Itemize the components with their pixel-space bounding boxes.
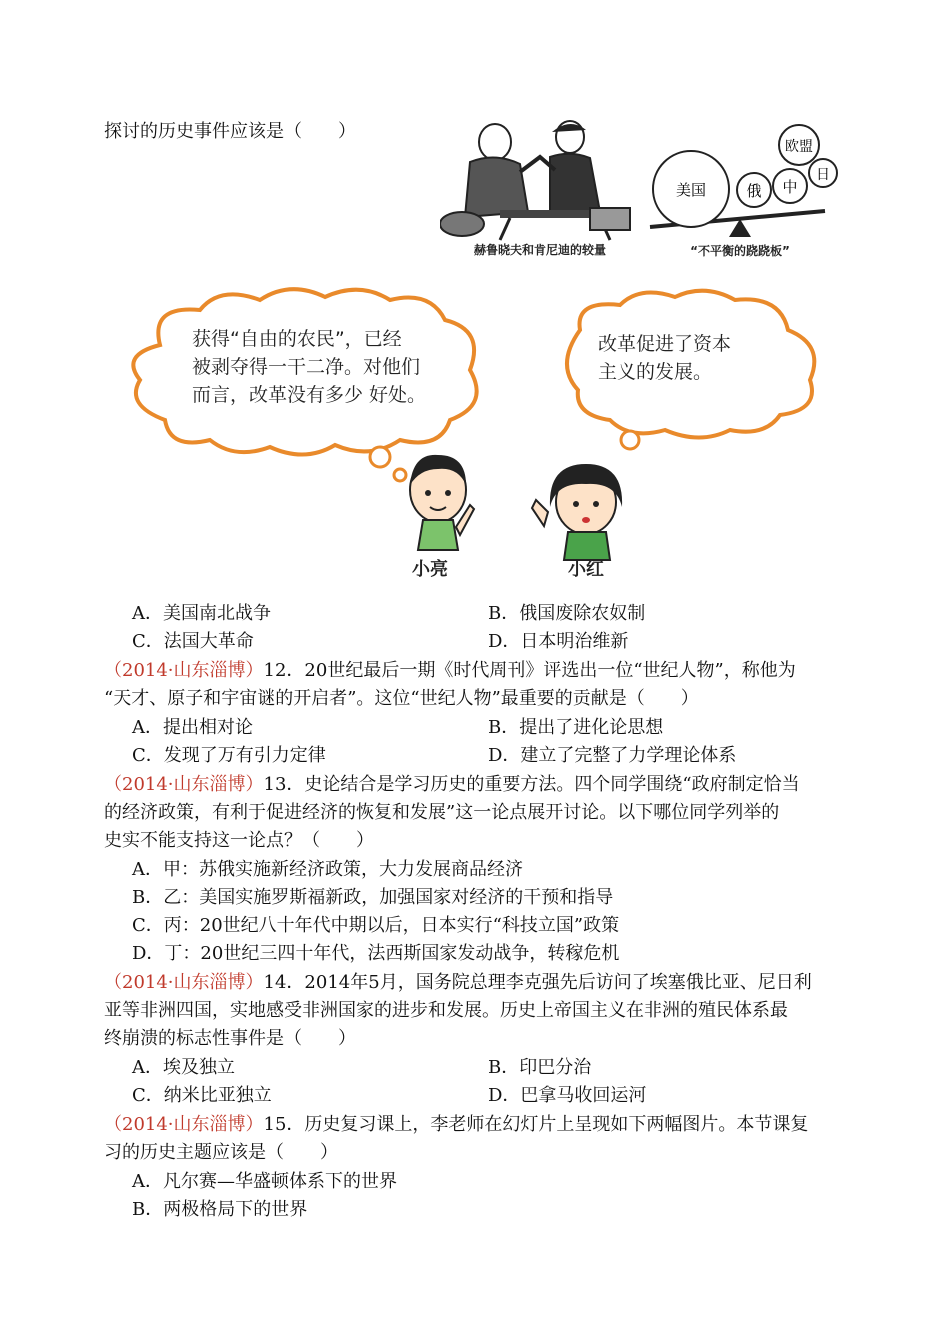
q12-option-d: D．建立了完整了力学理论体系 [488,745,737,766]
q13-option-b: B．乙：美国实施罗斯福新政，加强国家对经济的干预和指导 [132,887,614,908]
bubble-left-text [192,325,426,409]
bubble-right-line: 主义的发展。 [598,361,713,383]
bubble-left-line: 而言，改革没有多少 好处。 [192,384,427,406]
q15-stem-line [104,1111,808,1139]
circle-eu: 欧盟 [785,139,813,155]
q12-line-1: 12．20世纪最后一期《时代周刊》评选出一位“世纪人物”，称他为 [263,660,796,681]
right-cartoon-caption: “不平衡的跷跷板” [690,244,790,258]
bubble-right-text [598,330,731,386]
khrushchev-kennedy-cartoon [440,112,640,262]
q14-option-a: A．埃及独立 [132,1057,235,1078]
q12-stem-line [104,657,796,685]
bubble-left-line: 获得“自由的农民”，已经 [192,328,402,350]
circle-usa: 美国 [675,181,707,199]
left-cartoon-caption: 赫鲁晓夫和肯尼迪的较量 [473,243,607,257]
q11-option-a: A．美国南北战争 [132,603,271,624]
q13-option-d: D．丁：20世纪三四十年代，法西斯国家发动战争，转稼危机 [132,943,620,964]
boy-illustration [398,445,478,555]
question-intro-line: 探讨的历史事件应该是（ ） [104,121,356,142]
q15-line-1: 15．历史复习课上，李老师在幻灯片上呈现如下两幅图片。本节课复 [263,1114,809,1135]
q12-line-2: “天才、原子和宇宙谜的开启者”。这位“世纪人物”最重要的贡献是（ ） [104,688,699,709]
circle-japan: 日 [816,167,830,183]
seesaw-cartoon [645,115,845,260]
q13-stem-line [104,771,800,799]
q14-option-c: C．纳米比亚独立 [132,1085,272,1106]
q14-line-1: 14．2014年5月，国务院总理李克强先后访问了埃塞俄比亚、尼日利 [263,972,812,993]
q13-line-1: 13．史论结合是学习历史的重要方法。四个同学围绕“政府制定恰当 [263,774,800,795]
q12-option-a: A．提出相对论 [132,717,253,738]
q12-option-b: B．提出了进化论思想 [488,717,664,738]
q13-option-a: A．甲：苏俄实施新经济政策，大力发展商品经济 [132,859,523,880]
q14-option-d: D．巴拿马收回运河 [488,1085,647,1106]
circle-china: 中 [782,178,798,196]
q14-option-b: B．印巴分治 [488,1057,592,1078]
bubble-left-line: 被剥夺得一干二净。对他们 [192,356,421,378]
q14-line-3: 终崩溃的标志性事件是（ ） [104,1028,356,1049]
bubble-right-line: 改革促进了资本 [598,333,732,355]
q13-option-c: C．丙：20世纪八十年代中期以后，日本实行“科技立国”政策 [132,915,620,936]
q14-source: （2014·山东淄博） [104,972,264,993]
circle-russia: 俄 [746,182,762,200]
q13-line-3: 史实不能支持这一论点？（ ） [104,830,374,851]
q15-option-a: A．凡尔赛—华盛顿体系下的世界 [132,1171,397,1192]
q14-stem-line [104,969,812,997]
q13-source: （2014·山东淄博） [104,774,264,795]
q15-line-2: 习的历史主题应该是（ ） [104,1142,338,1163]
q11-option-b: B．俄国废除农奴制 [488,603,646,624]
q12-option-c: C．发现了万有引力定律 [132,745,326,766]
q15-option-b: B．两极格局下的世界 [132,1199,308,1220]
q13-line-2: 的经济政策，有利于促进经济的恢复和发展”这一论点展开讨论。以下哪位同学列举的 [104,802,780,823]
girl-illustration [528,452,638,562]
name-xiaohong: 小红 [568,559,604,580]
name-xiaoliang: 小亮 [412,559,448,580]
q12-source: （2014·山东淄博） [104,660,264,681]
q14-line-2: 亚等非洲四国，实地感受非洲国家的进步和发展。历史上帝国主义在非洲的殖民体系最 [104,1000,788,1021]
q11-option-d: D．日本明治维新 [488,631,629,652]
q15-source: （2014·山东淄博） [104,1114,264,1135]
q11-option-c: C．法国大革命 [132,631,254,652]
